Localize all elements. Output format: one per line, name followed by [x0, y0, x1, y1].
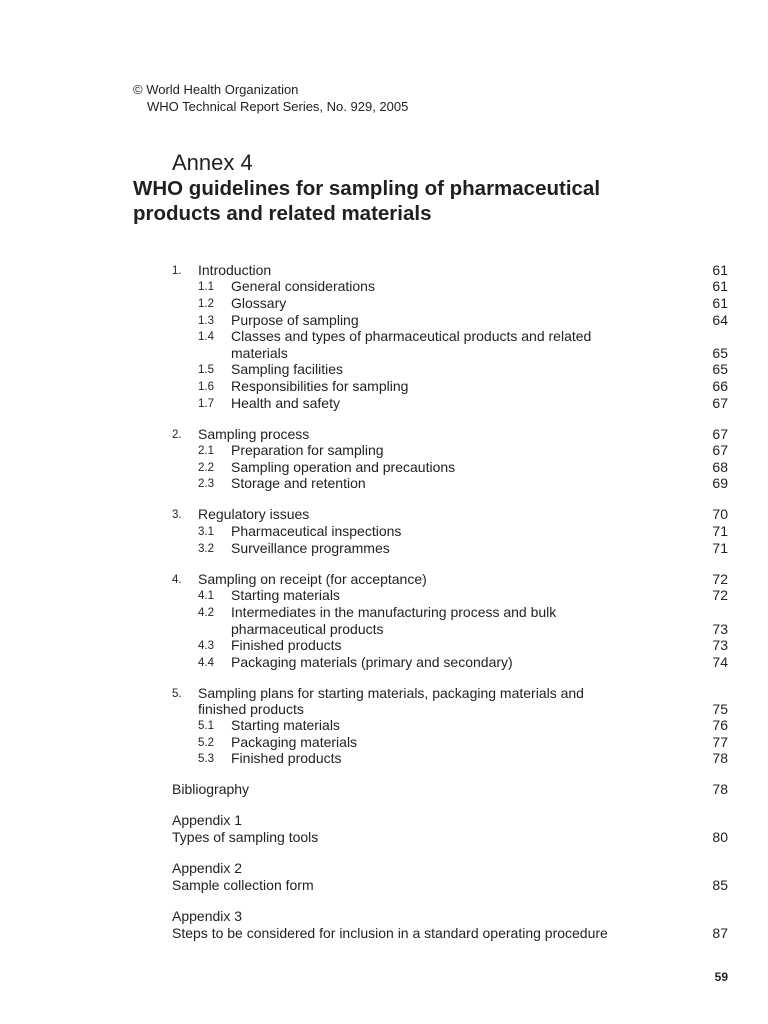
- toc-page: 68: [712, 459, 728, 475]
- toc-appendix-label: Types of sampling tools: [172, 829, 319, 845]
- toc-item-label: General considerations: [231, 278, 375, 294]
- toc-page: 75: [712, 701, 728, 717]
- toc-num: 3.: [172, 509, 182, 521]
- toc-page: 70: [712, 506, 728, 522]
- toc-section-label: Introduction: [198, 262, 272, 278]
- title-line-1: WHO guidelines for sampling of pharmaceutical: [133, 177, 601, 200]
- toc-page: 65: [712, 345, 728, 361]
- toc-num: 2.: [172, 429, 182, 441]
- toc-num: 4.: [172, 574, 182, 586]
- toc-num: 4.3: [198, 640, 214, 652]
- toc-page: 73: [712, 621, 728, 637]
- toc-section-label: Sampling on receipt (for acceptance): [198, 571, 427, 587]
- toc-page: 61: [712, 262, 728, 278]
- series-line: WHO Technical Report Series, No. 929, 2005: [147, 98, 409, 114]
- toc-page: 67: [712, 442, 728, 458]
- toc-num: 1.2: [198, 298, 214, 310]
- toc-item-label: Sampling operation and precautions: [231, 459, 456, 475]
- toc-item-label: Intermediates in the manufacturing process and bulk: [231, 604, 557, 620]
- toc-page: 71: [712, 540, 728, 556]
- toc-bibliography-label: Bibliography: [172, 781, 250, 797]
- toc-item-label: Starting materials: [231, 587, 340, 603]
- toc-page: 72: [712, 587, 728, 603]
- toc-num: 4.2: [198, 607, 214, 619]
- toc-num: 1.5: [198, 364, 214, 376]
- toc-num: 5.1: [198, 720, 214, 732]
- toc-appendix-heading: Appendix 2: [172, 860, 243, 876]
- toc-page: 61: [712, 278, 728, 294]
- toc-num: 2.3: [198, 478, 214, 490]
- annex-heading: Annex 4: [172, 150, 253, 175]
- toc-appendix-heading: Appendix 3: [172, 908, 243, 924]
- toc-item-label: Sampling facilities: [231, 361, 344, 377]
- toc-num: 1.4: [198, 331, 214, 343]
- toc-page: 69: [712, 475, 728, 491]
- toc-num: 4.1: [198, 590, 214, 602]
- toc-item-label: Packaging materials (primary and secondary): [231, 654, 513, 670]
- toc-page: 73: [712, 637, 728, 653]
- toc-section-label-cont: finished products: [198, 701, 304, 717]
- toc-page: 80: [712, 829, 728, 845]
- toc-item-label: Glossary: [231, 295, 287, 311]
- toc-num: 2.2: [198, 462, 214, 474]
- toc-num: 1.6: [198, 381, 214, 393]
- toc-num: 5.: [172, 688, 182, 700]
- toc-page: 77: [712, 734, 728, 750]
- toc-item-label-cont: materials: [231, 345, 288, 361]
- toc-num: 3.2: [198, 543, 214, 555]
- toc-item-label: Classes and types of pharmaceutical products and related: [231, 328, 592, 344]
- toc-item-label: Pharmaceutical inspections: [231, 523, 402, 539]
- toc-num: 5.3: [198, 753, 214, 765]
- toc-page: 64: [712, 312, 728, 328]
- title-line-2: products and related materials: [133, 202, 432, 225]
- toc-item-label: Storage and retention: [231, 475, 366, 491]
- toc-page: 78: [712, 750, 728, 766]
- copyright-block: [133, 82, 408, 115]
- toc-section-label: Regulatory issues: [198, 506, 310, 522]
- toc-num: 4.4: [198, 657, 214, 669]
- toc-num: 1.7: [198, 398, 214, 410]
- toc-page: 74: [712, 654, 728, 670]
- toc-appendix-label: Sample collection form: [172, 877, 314, 893]
- toc-item-label: Preparation for sampling: [231, 442, 384, 458]
- toc-page: 66: [712, 378, 728, 394]
- toc-item-label: Responsibilities for sampling: [231, 378, 409, 394]
- toc-page: 78: [712, 781, 728, 797]
- toc-num: 1.1: [198, 281, 214, 293]
- toc-item-label-cont: pharmaceutical products: [231, 621, 384, 637]
- toc-appendix-heading: Appendix 1: [172, 812, 243, 828]
- toc-item-label: Packaging materials: [231, 734, 358, 750]
- toc-page: 65: [712, 361, 728, 377]
- toc-section-label: Sampling plans for starting materials, packaging materials and: [198, 685, 584, 701]
- toc-item-label: Health and safety: [231, 395, 340, 411]
- toc-page: 67: [712, 395, 728, 411]
- toc-section-label: Sampling process: [198, 426, 310, 442]
- page-number: 59: [714, 970, 728, 984]
- toc-page: 61: [712, 295, 728, 311]
- toc-num: 5.2: [198, 737, 214, 749]
- copyright-line: © World Health Organization: [133, 82, 299, 97]
- page-title: [133, 176, 733, 226]
- toc-page: 67: [712, 426, 728, 442]
- toc-num: 1.: [172, 265, 182, 277]
- toc-appendix-label: Steps to be considered for inclusion in a standard operating procedure: [172, 925, 608, 941]
- toc-page: 85: [712, 877, 728, 893]
- toc-page: 87: [712, 925, 728, 941]
- toc-num: 3.1: [198, 526, 214, 538]
- toc-page: 76: [712, 717, 728, 733]
- toc-num: 1.3: [198, 315, 214, 327]
- toc-item-label: Finished products: [231, 637, 342, 653]
- toc-page: 71: [712, 523, 728, 539]
- toc-item-label: Surveillance programmes: [231, 540, 390, 556]
- toc-page: 72: [712, 571, 728, 587]
- toc-num: 2.1: [198, 445, 214, 457]
- toc-item-label: Finished products: [231, 750, 342, 766]
- toc-item-label: Purpose of sampling: [231, 312, 359, 328]
- toc-item-label: Starting materials: [231, 717, 340, 733]
